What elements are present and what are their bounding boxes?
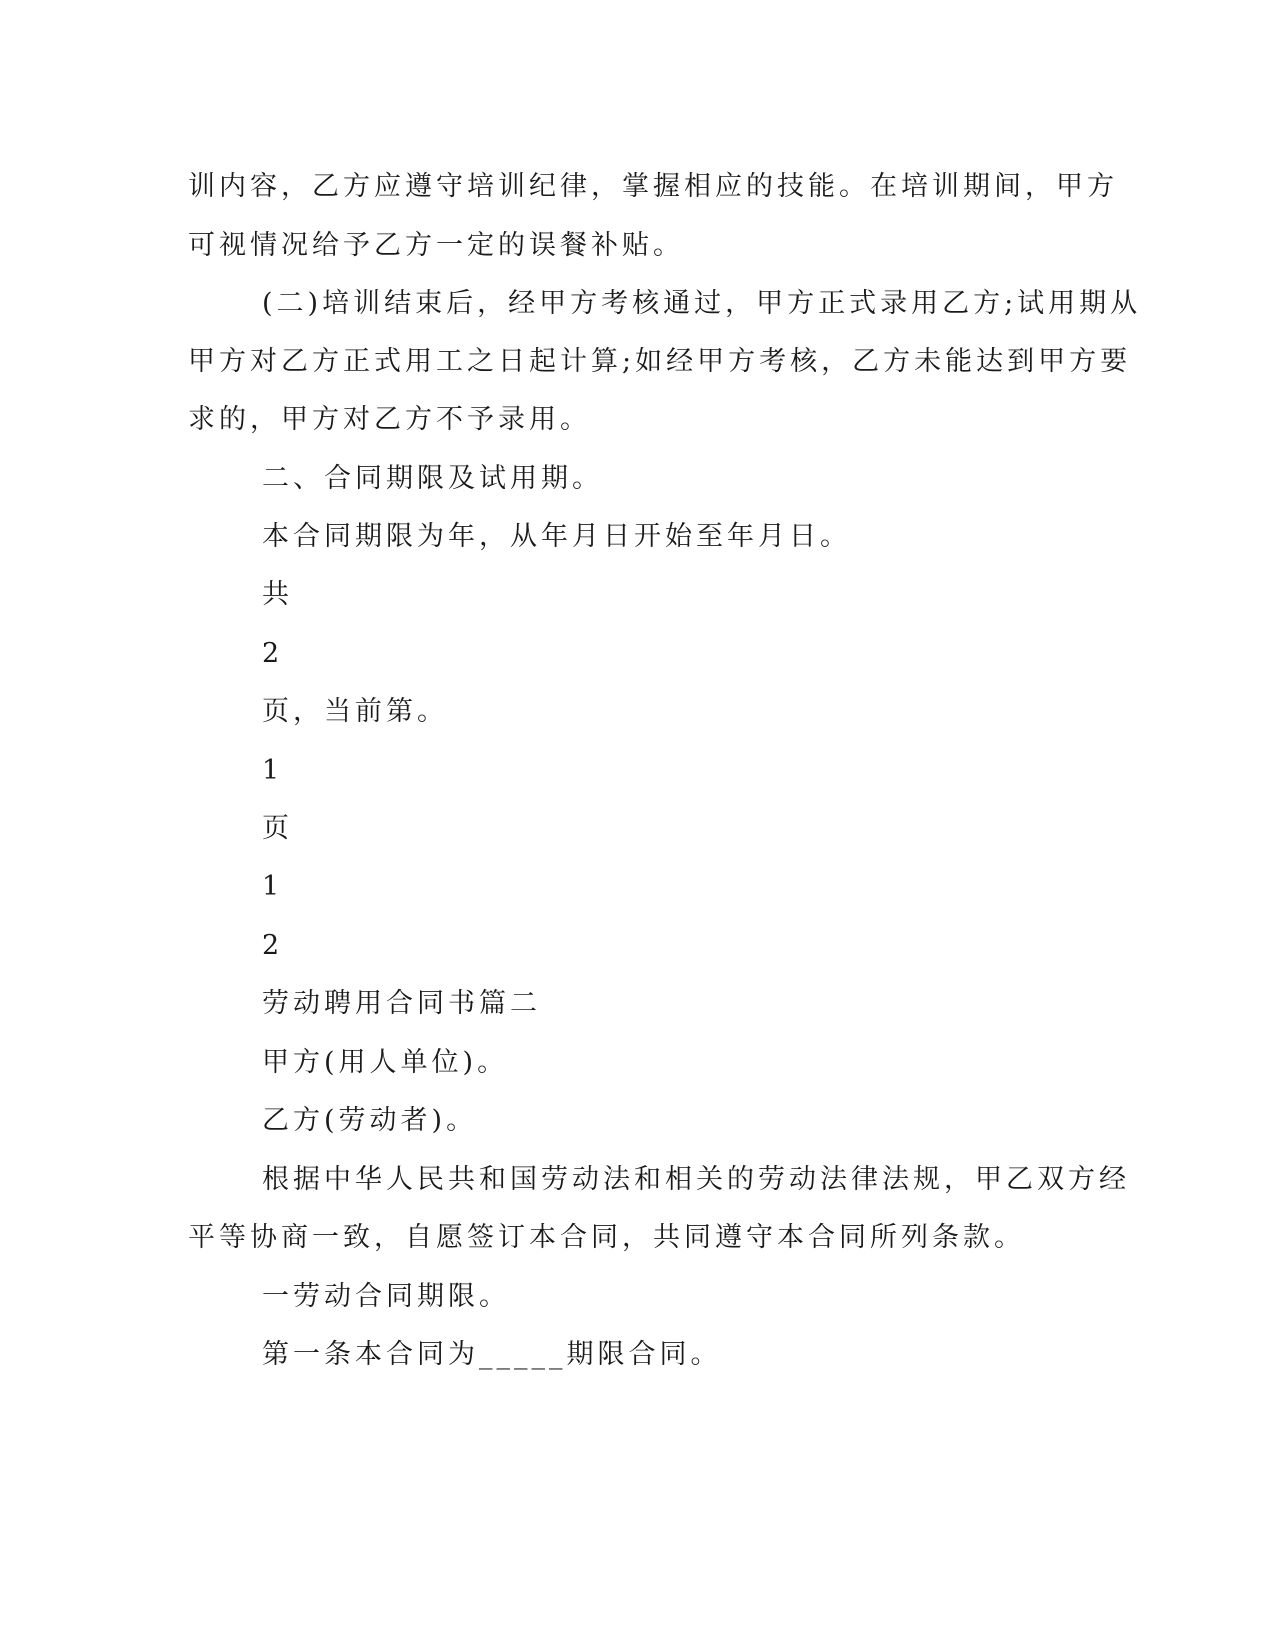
paragraph-line: 可视情况给予乙方一定的误餐补贴。 bbox=[188, 230, 684, 261]
paragraph-line: 甲方对乙方正式用工之日起计算;如经甲方考核，乙方未能达到甲方要 bbox=[188, 346, 1132, 377]
paragraph-line: 本合同期限为年，从年月日开始至年月日。 bbox=[262, 521, 851, 552]
page-counter-text: 页，当前第。 bbox=[262, 696, 448, 727]
paragraph-line: 乙方(劳动者)。 bbox=[262, 1105, 478, 1136]
section-heading: 二、合同期限及试用期。 bbox=[262, 463, 603, 494]
document-title: 劳动聘用合同书篇二 bbox=[262, 988, 541, 1019]
page-counter-number: 1 bbox=[262, 755, 284, 786]
page-counter-number: 2 bbox=[262, 638, 284, 669]
page-counter-text: 页 bbox=[262, 813, 293, 844]
section-heading: 一劳动合同期限。 bbox=[262, 1281, 510, 1312]
paragraph-line: 甲方(用人单位)。 bbox=[262, 1047, 509, 1078]
paragraph-line: 根据中华人民共和国劳动法和相关的劳动法律法规，甲乙双方经 bbox=[262, 1164, 1130, 1195]
paragraph-line: 平等协商一致，自愿签订本合同，共同遵守本合同所列条款。 bbox=[188, 1222, 1025, 1253]
paragraph-line: 第一条本合同为_____期限合同。 bbox=[262, 1339, 722, 1370]
page-link-number: 1 bbox=[262, 871, 284, 902]
paragraph-line: 求的，甲方对乙方不予录用。 bbox=[188, 404, 591, 435]
page-link-number: 2 bbox=[262, 930, 284, 961]
page-counter-text: 共 bbox=[262, 579, 293, 610]
paragraph-line: (二)培训结束后，经甲方考核通过，甲方正式录用乙方;试用期从 bbox=[262, 288, 1142, 319]
paragraph-line: 训内容，乙方应遵守培训纪律，掌握相应的技能。在培训期间，甲方 bbox=[188, 171, 1118, 202]
